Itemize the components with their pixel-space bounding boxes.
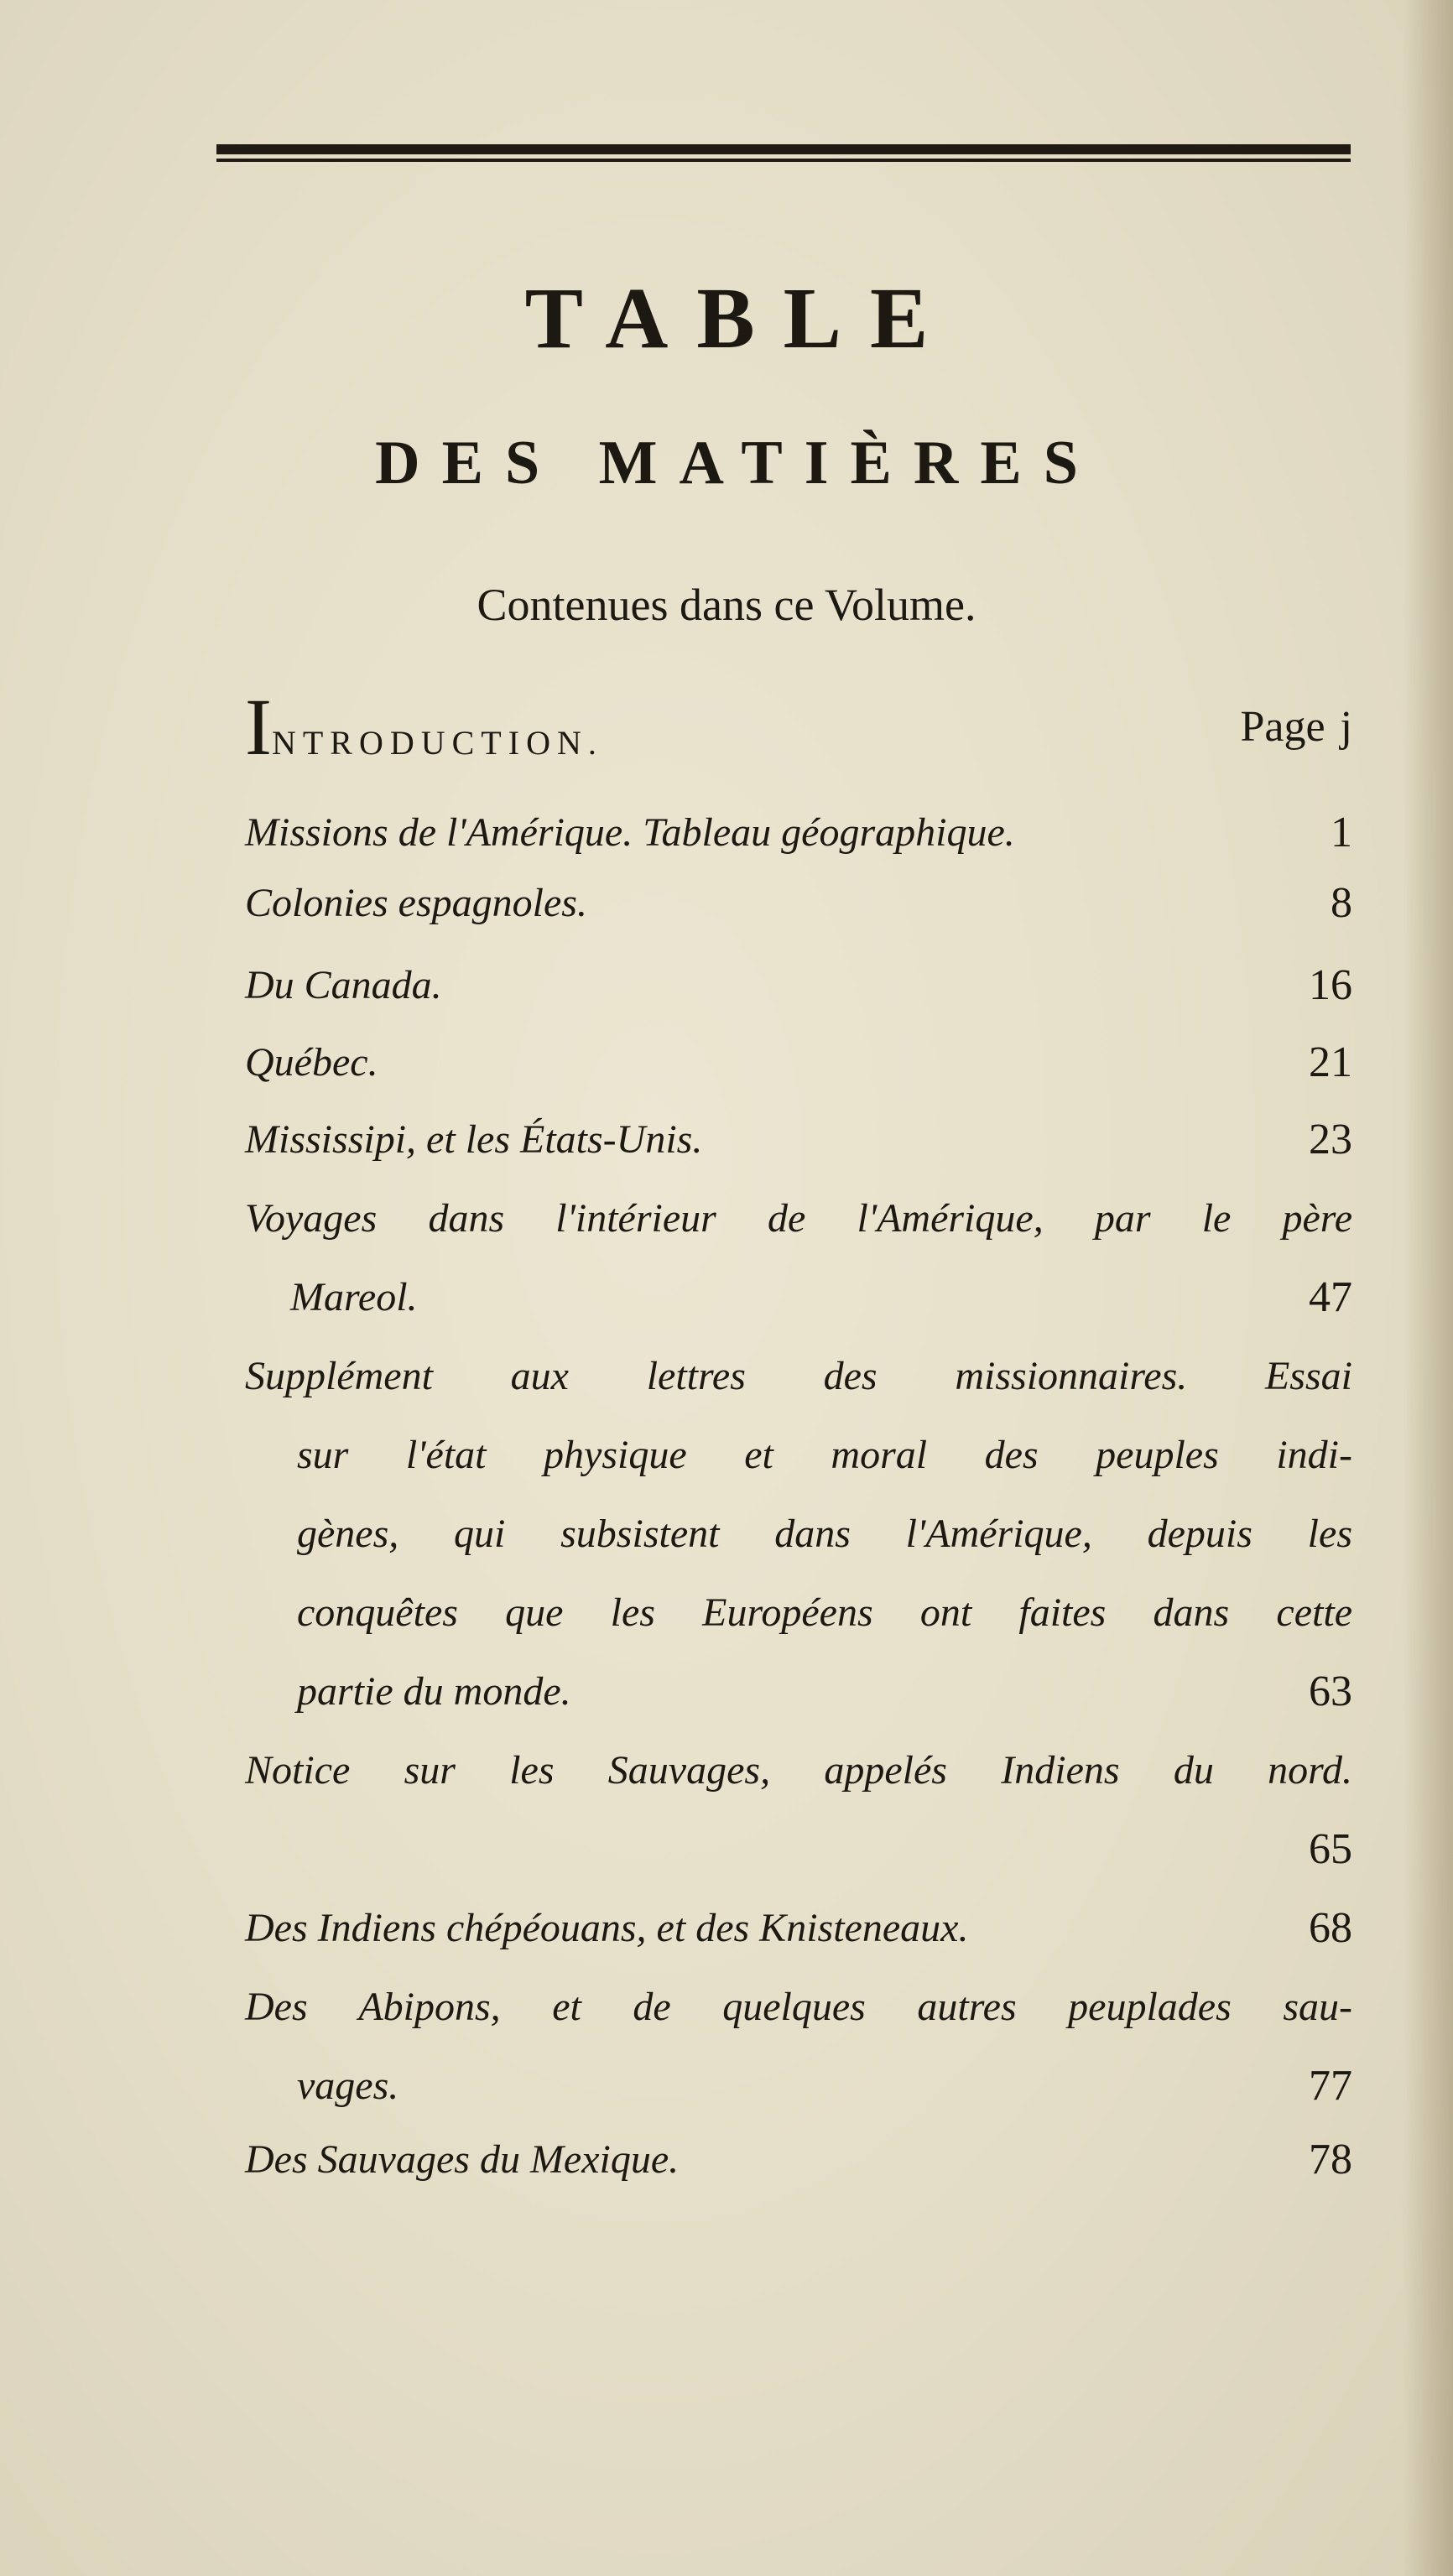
toc-entry [245,1181,1369,1257]
toc-entry-text: Québec. [245,1040,378,1085]
toc-entry [245,2048,1369,2124]
toc-entry-page: 8 [1331,879,1352,927]
toc-entry-text: Mareol. [290,1275,418,1319]
toc-entry [245,1654,1369,1730]
header-rule-thin [216,159,1351,162]
toc-entry-page: 23 [1309,1116,1352,1163]
toc-entry-introduction [245,682,1369,772]
toc-entry-page [1240,690,1352,765]
header-rule-thick [216,144,1351,154]
page-number: j [1340,703,1352,751]
toc-entry-text: sur l'état physique et moral des peuples indi- [297,1433,1352,1477]
toc-entry [245,1339,1369,1414]
toc-entry [245,948,1369,1023]
toc-entry-text: Voyages dans l'intérieur de l'Amérique, par le père [245,1196,1352,1241]
toc-entry-page: 78 [1309,2136,1352,2183]
page-subtitle: DES MATIÈRES [375,429,1100,497]
page-edge-shadow [1403,0,1453,2576]
toc-entry [245,1496,1369,1572]
toc-entry [245,1025,1369,1101]
toc-entry-text: Colonies espagnoles. [245,881,587,925]
toc-entry-page: 77 [1309,2062,1352,2110]
toc-entry [290,1260,1369,1335]
toc-entry-text: Mississipi, et les États-Unis. [245,1117,703,1162]
toc-entry-text: Des Sauvages du Mexique. [245,2137,680,2182]
toc-entry [245,1891,1369,1966]
toc-entry-page: 63 [1309,1668,1352,1715]
toc-entry [245,2122,1369,2198]
toc-entry-page: 1 [1331,809,1352,856]
toc-entry-text: gènes, qui subsistent dans l'Amérique, depuis les [297,1512,1352,1556]
drop-initial: I [245,682,272,772]
toc-entry-page: 21 [1309,1038,1352,1086]
header-rule [216,141,1351,164]
toc-entry-page: 65 [1309,1825,1352,1873]
toc-entry-page: 16 [1309,961,1352,1009]
toc-entry [245,866,1369,941]
toc-entry-text: Notice sur les Sauvages, appelés Indiens du nord. [245,1748,1352,1793]
toc-entry [245,795,1369,871]
toc-entry-text [245,682,603,781]
page-title: TABLE [524,270,957,367]
toc-entry-text: vages. [297,2063,399,2108]
toc-entry-text: partie du monde. [297,1669,571,1714]
page-label: Page [1240,703,1325,751]
toc-entry-text: Du Canada. [245,963,442,1007]
toc-entry-page: 47 [1309,1273,1352,1321]
toc-entry [245,1575,1369,1651]
page-caption: Contenues dans ce Volume. [477,580,976,630]
toc-entry [245,1970,1369,2045]
toc-entry-text: Des Abipons, et de quelques autres peuplades sau- [245,1985,1352,2029]
toc-entry [245,1102,1369,1178]
toc-entry [245,1418,1369,1493]
toc-entry-text: Supplément aux lettres des missionnaires. Essai [245,1354,1352,1398]
toc-entry-page: 68 [1309,1904,1352,1952]
toc-entry [245,1733,1369,1808]
toc-entry-text: Missions de l'Amérique. Tableau géographique. [245,810,1015,855]
toc-entry [245,1812,1369,1887]
toc-entry-text: Des Indiens chépéouans, et des Knisteneaux. [245,1906,969,1950]
toc-entry-text: conquêtes que les Européens ont faites dans cette [297,1590,1352,1635]
intro-text: NTRODUCTION. [271,724,603,762]
